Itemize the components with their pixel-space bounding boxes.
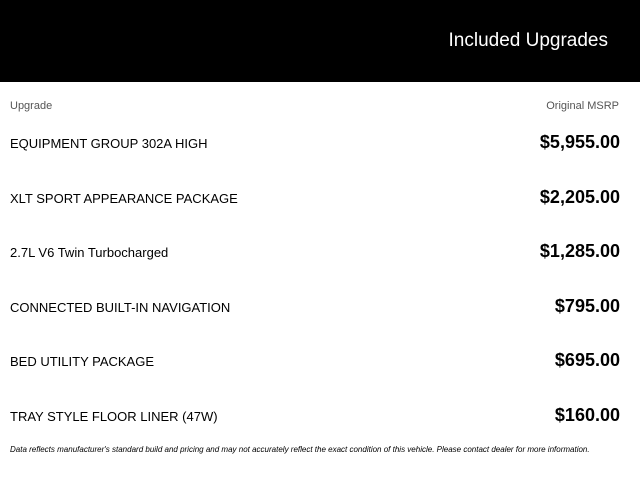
- column-header-upgrade: Upgrade: [10, 100, 53, 112]
- header-banner: [0, 0, 640, 82]
- column-headers: [0, 99, 640, 115]
- upgrade-name: BED UTILITY PACKAGE: [10, 354, 155, 369]
- upgrade-price: $160.00: [554, 404, 620, 425]
- upgrades-list: [0, 115, 640, 442]
- upgrade-name: XLT SPORT APPEARANCE PACKAGE: [10, 190, 238, 206]
- list-item: [0, 333, 640, 388]
- list-item: [0, 115, 640, 170]
- upgrade-name: TRAY STYLE FLOOR LINER (47W): [10, 408, 218, 424]
- list-item: [0, 224, 640, 279]
- disclaimer-text: Data reflects manufacturer's standard build and pricing and may not accurately reflect the exact condition of this vehicle. Please contact dealer for more information.: [10, 445, 590, 454]
- upgrade-price: $795.00: [554, 295, 620, 316]
- upgrade-price: $5,955.00: [539, 132, 620, 152]
- page-title: Included Upgrades: [448, 30, 608, 51]
- upgrade-price: $695.00: [554, 350, 620, 370]
- upgrade-price: $2,205.00: [539, 186, 620, 207]
- upgrade-name: 2.7L V6 Twin Turbocharged: [10, 245, 169, 260]
- upgrade-price: $1,285.00: [539, 241, 620, 261]
- list-item: [0, 279, 640, 334]
- upgrade-name: EQUIPMENT GROUP 302A HIGH: [10, 136, 208, 151]
- column-header-msrp: Original MSRP: [546, 100, 619, 112]
- upgrade-name: CONNECTED BUILT-IN NAVIGATION: [10, 299, 231, 315]
- list-item: [0, 388, 640, 443]
- list-item: [0, 170, 640, 225]
